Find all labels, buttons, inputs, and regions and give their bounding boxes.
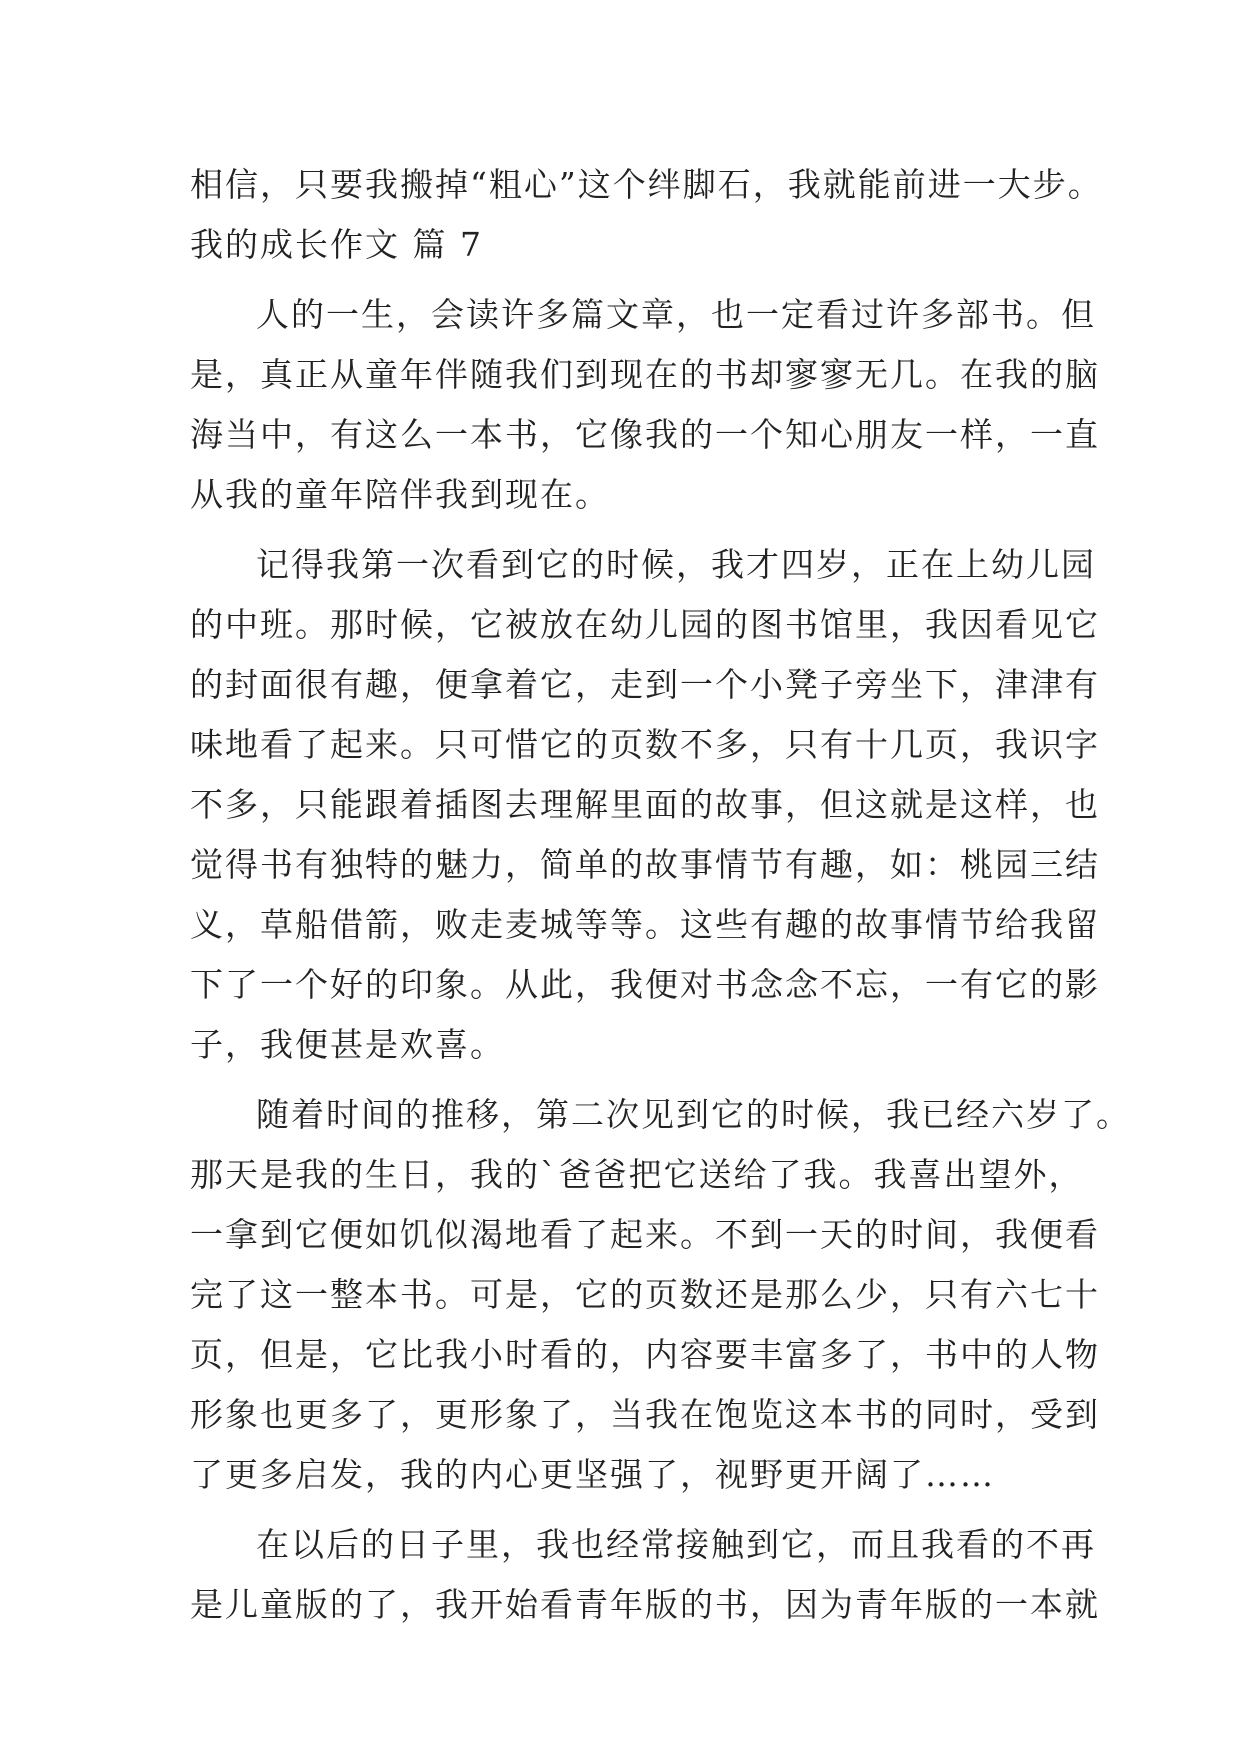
paragraph-line: 觉得书有独特的魅力，简单的故事情节有趣，如：桃园三结	[190, 845, 1100, 884]
paragraph-2	[190, 535, 1100, 1075]
paragraph-line: 是儿童版的了，我开始看青年版的书，因为青年版的一本就	[190, 1585, 1100, 1624]
paragraph-line: 一拿到它便如饥似渴地看了起来。不到一天的时间，我便看	[190, 1215, 1100, 1254]
paragraph-line: 海当中，有这么一本书，它像我的一个知心朋友一样，一直	[190, 415, 1100, 454]
paragraph-3	[190, 1085, 1131, 1505]
paragraph-line: 味地看了起来。只可惜它的页数不多，只有十几页，我识字	[190, 725, 1100, 764]
section-heading: 我的成长作文 篇 7	[190, 225, 483, 264]
document-page	[190, 155, 1131, 1645]
paragraph-line: 的中班。那时候，它被放在幼儿园的图书馆里，我因看见它	[190, 605, 1100, 644]
paragraph-line: 记得我第一次看到它的时候，我才四岁，正在上幼儿园	[256, 545, 1096, 584]
paragraph-line: 下了一个好的印象。从此，我便对书念念不忘，一有它的影	[190, 965, 1100, 1004]
paragraph-line: 那天是我的生日，我的`爸爸把它送给了我。我喜出望外，	[190, 1155, 1084, 1194]
paragraph-line: 人的一生，会读许多篇文章，也一定看过许多部书。但	[256, 295, 1096, 334]
paragraph-line: 子，我便甚是欢喜。	[190, 1025, 505, 1064]
carry-over-line: 相信，只要我搬掉“粗心”这个绊脚石，我就能前进一大步。	[190, 165, 1103, 204]
paragraph-line: 是，真正从童年伴随我们到现在的书却寥寥无几。在我的脑	[190, 355, 1100, 394]
paragraph-4	[190, 1515, 1100, 1635]
paragraph-line: 形象也更多了，更形象了，当我在饱览这本书的同时，受到	[190, 1395, 1100, 1434]
paragraph-line: 不多，只能跟着插图去理解里面的故事，但这就是这样，也	[190, 785, 1100, 824]
paragraph-line: 随着时间的推移，第二次见到它的时候，我已经六岁了。	[256, 1095, 1131, 1134]
paragraph-line: 的封面很有趣，便拿着它，走到一个小凳子旁坐下，津津有	[190, 665, 1100, 704]
paragraph-line: 从我的童年陪伴我到现在。	[190, 475, 610, 514]
paragraph-1	[190, 285, 1100, 525]
paragraph-line: 了更多启发，我的内心更坚强了，视野更开阔了……	[190, 1455, 995, 1494]
paragraph-line: 义，草船借箭，败走麦城等等。这些有趣的故事情节给我留	[190, 905, 1100, 944]
paragraph-line: 页，但是，它比我小时看的，内容要丰富多了，书中的人物	[190, 1335, 1100, 1374]
paragraph-line: 完了这一整本书。可是，它的页数还是那么少，只有六七十	[190, 1275, 1100, 1314]
paragraph-line: 在以后的日子里，我也经常接触到它，而且我看的不再	[256, 1525, 1096, 1564]
